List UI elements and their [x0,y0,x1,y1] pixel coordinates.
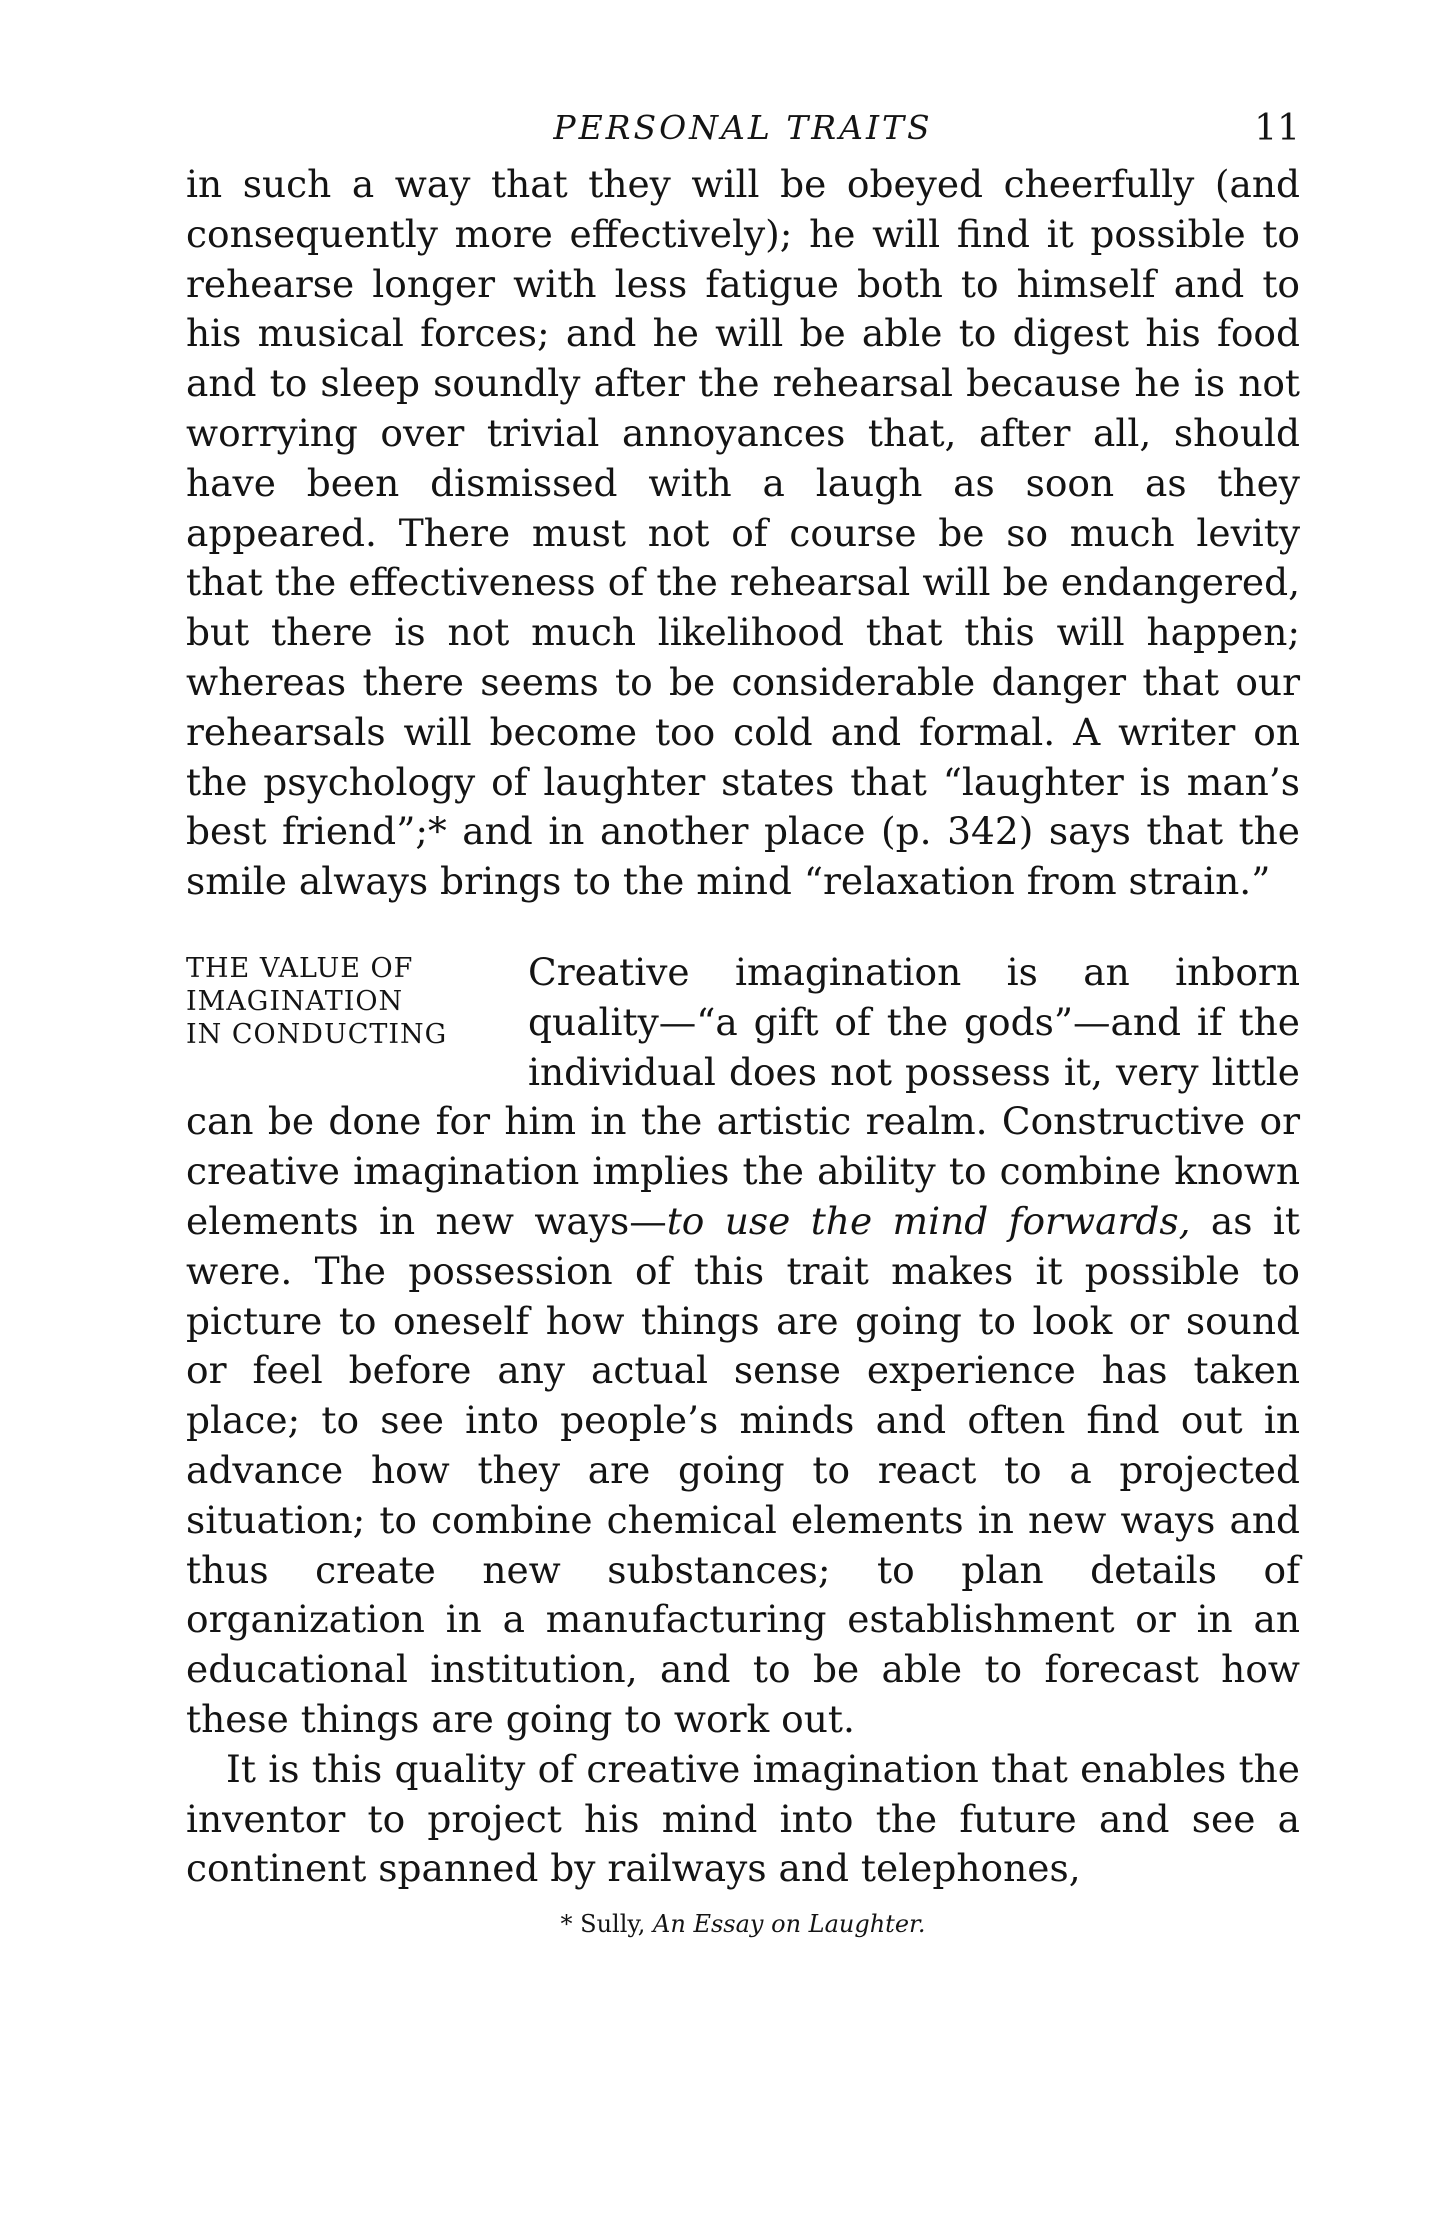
paragraph-imagination [186,948,1300,1745]
paragraph-text: Creative imagination is an inborn quality—“a gift of the gods”—and if the individual does not possess it, very little can be done for him in the artistic realm. Constructive or creative imagination implies the ability to combine known elements in new ways— [186,949,1300,1243]
side-heading-line: THE VALUE OF [186,952,414,984]
running-title: PERSONAL TRAITS [553,108,933,147]
footnote-marker: * Sully, [560,1910,646,1939]
emphasis-text: to use the mind forwards, [666,1198,1191,1243]
page-number: 11 [1254,108,1300,149]
book-page [186,108,1300,1938]
section-imagination [186,948,1300,1745]
paragraph-inventor: It is this quality of creative imagination that enables the inventor to project his mind into the future and see a continent spanned by railways and telephones, [186,1746,1300,1891]
side-heading-line: IN CONDUCTING [186,1018,448,1050]
side-heading [186,952,518,1051]
paragraph-laughter: in such a way that they will be obeyed cheerfully (and consequently more effectively); he will find it possible to rehearse longer with less fatigue both to himself and to his musical forces; and he will be able to digest his food and to sleep soundly after the rehearsal because he is not worrying over trivial annoyances that, after all, should have been dismissed with a laugh as soon as they appeared. There must not of course be so much levity that the effectiveness of the rehearsal will be endangered, but there is not much likelihood that this will happen; whereas there seems to be considerable danger that our rehearsals will become too cold and formal. A writer on the psychology of laughter states that “laughter is man’s best friend”;* and in another place (p. 342) says that the smile always brings to the mind “relaxation from strain.” [186,162,1300,904]
side-heading-line: IMAGINATION [186,985,404,1017]
paragraph-text: as it were. The possession of this trait makes it possible to picture to oneself how things are going to look or sound or feel before any actual sense experience has taken place; to see into people’s minds and often find out in advance how they are going to react to a projected situation; to combine chemical elements in new ways and thus create new substances; to plan details of organization in a manufacturing establishment or in an educational institution, and to be able to forecast how these things are going to work out. [186,1198,1300,1741]
footnote [186,1910,1300,1938]
running-head [186,108,1300,160]
footnote-work-title: An Essay on Laughter. [653,1910,926,1939]
